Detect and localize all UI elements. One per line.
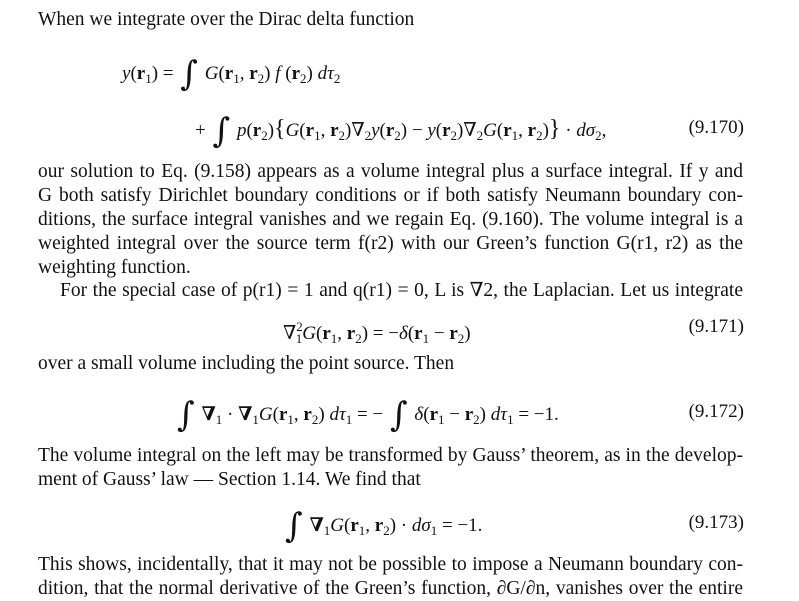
equation-number-9-172: (9.172): [688, 401, 744, 422]
paragraph-line: weighted integral over the source term f(r2) with our Green’s function G(r1, r2) as the: [38, 233, 743, 254]
equation-9-173: ∫ $\nabla_1G(r_1$, $r_2) \cdot d\sigma_1 = -1$.: [285, 506, 483, 546]
paragraph-line: This shows, incidentally, that it may not be possible to impose a Neumann boundary con-: [38, 554, 743, 575]
equation-number-9-173: (9.173): [688, 512, 744, 533]
paragraph-line: our solution to Eq. (9.158) appears as a volume integral plus a surface integral. If y and: [38, 161, 743, 182]
equation-number-9-170: (9.170): [688, 117, 744, 138]
paragraph-line: weighting function.: [38, 257, 191, 278]
intro-text: When we integrate over the Dirac delta function: [38, 9, 415, 30]
paragraph-line: For the special case of p(r1) = 1 and q(r1) = 0, L is ∇2, the Laplacian. Let us integrate: [60, 280, 743, 301]
paragraph-line: dition, that the normal derivative of the Green’s function, ∂G/∂n, vanishes over the entire: [38, 578, 743, 599]
equation-number-9-171: (9.171): [688, 316, 744, 337]
paragraph-line: over a small volume including the point source. Then: [38, 353, 455, 374]
paragraph-line: G both satisfy Dirichlet boundary conditions or if both satisfy Neumann boundary con-: [38, 185, 743, 206]
equation-9-171: $\nabla^2_1G(r_1$, $r_2) = -\delta(r_1 - r_2)$: [283, 319, 471, 346]
equation-9-170-line1: $y(r_1)$ = ∫ $G(r_1$, $r_2$) f $(r_2)$ $d\tau_2$: [122, 54, 341, 94]
equation-9-172: ∫ $\nabla_1 \cdot \nabla_1G(r_1$, $r_2$) $d\tau_1$ = − ∫ $\delta(r_1 - r_2) d\tau_1 = -1$.: [177, 395, 559, 435]
paragraph-line: The volume integral on the left may be transformed by Gauss’ theorem, as in the develop-: [38, 445, 743, 466]
paragraph-line: ditions, the surface integral vanishes and we regain Eq. (9.160). The volume integral is a: [38, 209, 743, 230]
equation-9-170-line2: + ∫ $p(r_2)\{G(r_1$, $r_2)\nabla_2y(r_2) - y(r_2)\nabla_2G(r_1$, $r_2)\} \cdot d\sigma_2$,: [195, 111, 607, 151]
paragraph-line: ment of Gauss’ law — Section 1.14. We find that: [38, 469, 421, 490]
